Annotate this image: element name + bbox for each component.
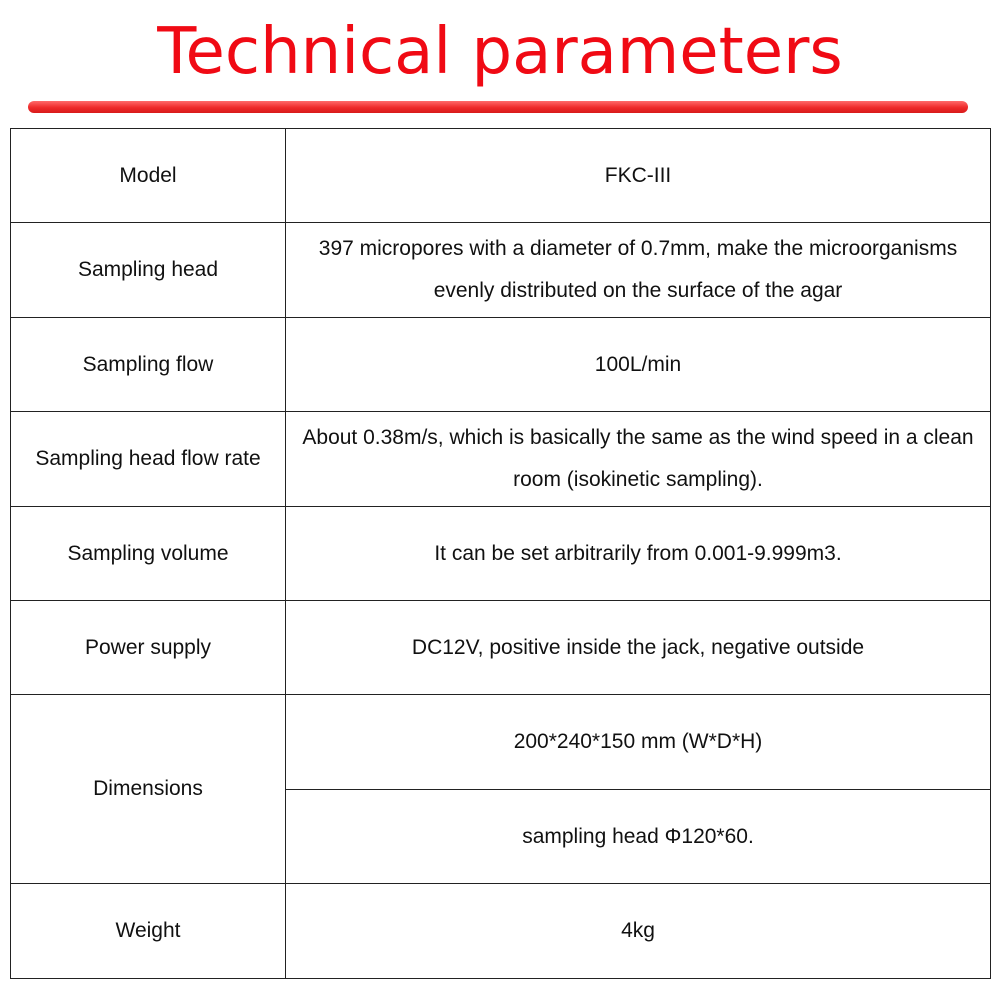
row-value: About 0.38m/s, which is basically the same as the wind speed in a clean room (isokinetic sampling). [286,412,991,507]
row-value: 4kg [286,884,991,979]
table-row-sampling-volume [11,507,991,601]
row-value: FKC-III [286,129,991,223]
row-value: DC12V, positive inside the jack, negative outside [286,601,991,695]
row-label: Sampling flow [11,318,286,412]
table-row-power-supply [11,601,991,695]
row-label: Sampling volume [11,507,286,601]
row-label: Sampling head [11,223,286,318]
row-value: It can be set arbitrarily from 0.001-9.999m3. [286,507,991,601]
row-value: 397 micropores with a diameter of 0.7mm, make the microorganisms evenly distributed on the surface of the agar [286,223,991,318]
row-label: Sampling head flow rate [11,412,286,507]
row-value-sampling-head-size: sampling head Φ120*60. [286,790,991,884]
page-title: Technical parameters [157,15,843,89]
table-row-weight [11,884,991,979]
row-value: 100L/min [286,318,991,412]
row-label: Dimensions [11,695,286,884]
row-label: Power supply [11,601,286,695]
table-row-sampling-head [11,223,991,318]
table-row-model [11,129,991,223]
table-row-dimensions [11,695,991,790]
row-label: Weight [11,884,286,979]
table-row-sampling-head-flow-rate [11,412,991,507]
table-row-sampling-flow [11,318,991,412]
table-body [11,129,991,979]
title-underline-bar [28,101,968,113]
row-label: Model [11,129,286,223]
row-value-size: 200*240*150 mm (W*D*H) [286,695,991,790]
technical-parameters-table [10,128,991,979]
